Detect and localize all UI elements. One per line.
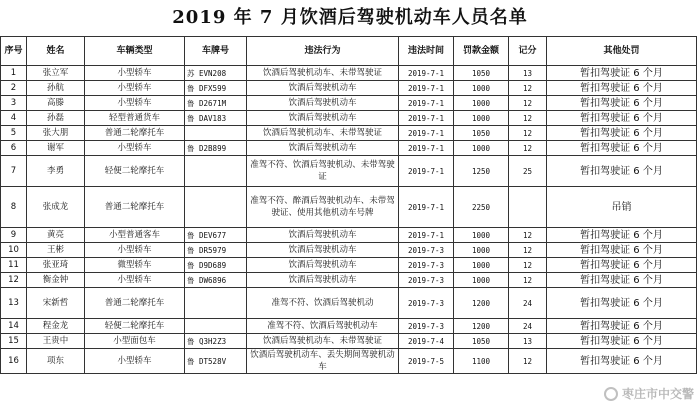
cell-seq: 11 bbox=[1, 258, 27, 273]
cell-name: 谢军 bbox=[27, 141, 85, 156]
cell-vehicle-type: 小型轿车 bbox=[85, 349, 185, 374]
cell-other: 暂扣驾驶证 6 个月 bbox=[547, 228, 697, 243]
cell-date: 2019-7-3 bbox=[399, 288, 454, 319]
header-name: 姓名 bbox=[27, 37, 85, 66]
cell-name: 孙航 bbox=[27, 81, 85, 96]
cell-seq: 15 bbox=[1, 334, 27, 349]
cell-other: 暂扣驾驶证 6 个月 bbox=[547, 288, 697, 319]
cell-other: 暂扣驾驶证 6 个月 bbox=[547, 319, 697, 334]
cell-fine: 1050 bbox=[454, 126, 509, 141]
watermark-text: 枣庄市中交警 bbox=[621, 387, 694, 401]
cell-other: 暂扣驾驶证 6 个月 bbox=[547, 111, 697, 126]
cell-seq: 8 bbox=[1, 187, 27, 228]
cell-violation: 饮酒后驾驶机动车、未带驾驶证 bbox=[247, 334, 399, 349]
cell-fine: 1100 bbox=[454, 349, 509, 374]
cell-vehicle-type: 小型轿车 bbox=[85, 81, 185, 96]
cell-vehicle-type: 小型轿车 bbox=[85, 141, 185, 156]
cell-violation: 饮酒后驾驶机动车 bbox=[247, 81, 399, 96]
cell-points: 12 bbox=[509, 111, 547, 126]
cell-plate: 鲁 D2671M bbox=[185, 96, 247, 111]
cell-date: 2019-7-3 bbox=[399, 319, 454, 334]
cell-points: 25 bbox=[509, 156, 547, 187]
header-violation: 违法行为 bbox=[247, 37, 399, 66]
cell-fine: 1000 bbox=[454, 243, 509, 258]
cell-seq: 16 bbox=[1, 349, 27, 374]
cell-name: 黄亮 bbox=[27, 228, 85, 243]
cell-date: 2019-7-1 bbox=[399, 81, 454, 96]
cell-other: 暂扣驾驶证 6 个月 bbox=[547, 273, 697, 288]
cell-name: 衡金钟 bbox=[27, 273, 85, 288]
cell-violation: 饮酒后驾驶机动车、未带驾驶证 bbox=[247, 126, 399, 141]
cell-name: 王彬 bbox=[27, 243, 85, 258]
table-row bbox=[1, 126, 697, 141]
cell-points: 12 bbox=[509, 258, 547, 273]
cell-seq: 5 bbox=[1, 126, 27, 141]
cell-other: 暂扣驾驶证 6 个月 bbox=[547, 156, 697, 187]
cell-other: 暂扣驾驶证 6 个月 bbox=[547, 66, 697, 81]
cell-fine: 1000 bbox=[454, 228, 509, 243]
cell-name: 项东 bbox=[27, 349, 85, 374]
cell-other: 暂扣驾驶证 6 个月 bbox=[547, 349, 697, 374]
cell-points: 13 bbox=[509, 334, 547, 349]
cell-other: 暂扣驾驶证 6 个月 bbox=[547, 141, 697, 156]
header-fine: 罚款金额 bbox=[454, 37, 509, 66]
cell-seq: 3 bbox=[1, 96, 27, 111]
cell-seq: 13 bbox=[1, 288, 27, 319]
cell-seq: 1 bbox=[1, 66, 27, 81]
cell-vehicle-type: 普通二轮摩托车 bbox=[85, 187, 185, 228]
cell-date: 2019-7-3 bbox=[399, 273, 454, 288]
cell-violation: 饮酒后驾驶机动车 bbox=[247, 228, 399, 243]
cell-vehicle-type: 轻便二轮摩托车 bbox=[85, 156, 185, 187]
cell-vehicle-type: 轻便二轮摩托车 bbox=[85, 319, 185, 334]
cell-fine: 1000 bbox=[454, 96, 509, 111]
cell-date: 2019-7-1 bbox=[399, 228, 454, 243]
cell-points: 12 bbox=[509, 141, 547, 156]
cell-vehicle-type: 小型轿车 bbox=[85, 66, 185, 81]
cell-fine: 2250 bbox=[454, 187, 509, 228]
cell-date: 2019-7-5 bbox=[399, 349, 454, 374]
cell-fine: 1050 bbox=[454, 334, 509, 349]
cell-points: 24 bbox=[509, 288, 547, 319]
cell-seq: 6 bbox=[1, 141, 27, 156]
cell-violation: 准驾不符、醉酒后驾驶机动车、未带驾驶证、使用其他机动车号牌 bbox=[247, 187, 399, 228]
cell-points bbox=[509, 187, 547, 228]
header-plate: 车牌号 bbox=[185, 37, 247, 66]
table-row bbox=[1, 258, 697, 273]
offender-table bbox=[0, 36, 697, 374]
cell-vehicle-type: 小型面包车 bbox=[85, 334, 185, 349]
table-row bbox=[1, 228, 697, 243]
header-other: 其他处罚 bbox=[547, 37, 697, 66]
cell-name: 孙磊 bbox=[27, 111, 85, 126]
cell-points: 12 bbox=[509, 243, 547, 258]
table-row bbox=[1, 66, 697, 81]
cell-fine: 1250 bbox=[454, 156, 509, 187]
watermark bbox=[604, 385, 694, 402]
cell-violation: 饮酒后驾驶机动车 bbox=[247, 96, 399, 111]
cell-other: 暂扣驾驶证 6 个月 bbox=[547, 243, 697, 258]
cell-plate: 鲁 DEV677 bbox=[185, 228, 247, 243]
cell-violation: 饮酒后驾驶机动车 bbox=[247, 243, 399, 258]
cell-other: 暂扣驾驶证 6 个月 bbox=[547, 126, 697, 141]
cell-fine: 1000 bbox=[454, 273, 509, 288]
cell-points: 13 bbox=[509, 66, 547, 81]
cell-date: 2019-7-1 bbox=[399, 126, 454, 141]
cell-violation: 饮酒后驾驶机动车 bbox=[247, 273, 399, 288]
cell-name: 高滕 bbox=[27, 96, 85, 111]
cell-points: 12 bbox=[509, 126, 547, 141]
cell-date: 2019-7-1 bbox=[399, 156, 454, 187]
cell-date: 2019-7-1 bbox=[399, 66, 454, 81]
header-points: 记分 bbox=[509, 37, 547, 66]
table-row bbox=[1, 111, 697, 126]
table-row bbox=[1, 141, 697, 156]
cell-plate: 鲁 D2B899 bbox=[185, 141, 247, 156]
cell-date: 2019-7-3 bbox=[399, 243, 454, 258]
page-title: 2019 年 7 月饮酒后驾驶机动车人员名单 bbox=[172, 7, 528, 28]
cell-violation: 饮酒后驾驶机动车 bbox=[247, 258, 399, 273]
cell-seq: 12 bbox=[1, 273, 27, 288]
table-row bbox=[1, 288, 697, 319]
cell-violation: 准驾不符、饮酒后驾驶机动 bbox=[247, 288, 399, 319]
cell-vehicle-type: 小型轿车 bbox=[85, 273, 185, 288]
cell-date: 2019-7-4 bbox=[399, 334, 454, 349]
cell-violation: 饮酒后驾驶机动车 bbox=[247, 141, 399, 156]
cell-seq: 14 bbox=[1, 319, 27, 334]
table-row bbox=[1, 243, 697, 258]
cell-plate bbox=[185, 319, 247, 334]
cell-fine: 1200 bbox=[454, 319, 509, 334]
cell-fine: 1000 bbox=[454, 258, 509, 273]
table-row bbox=[1, 349, 697, 374]
cell-seq: 10 bbox=[1, 243, 27, 258]
cell-plate bbox=[185, 288, 247, 319]
cell-points: 12 bbox=[509, 273, 547, 288]
cell-date: 2019-7-1 bbox=[399, 141, 454, 156]
cell-other: 暂扣驾驶证 6 个月 bbox=[547, 334, 697, 349]
cell-name: 程金龙 bbox=[27, 319, 85, 334]
table-row bbox=[1, 81, 697, 96]
cell-plate: 鲁 DW6896 bbox=[185, 273, 247, 288]
cell-fine: 1000 bbox=[454, 111, 509, 126]
cell-name: 张立军 bbox=[27, 66, 85, 81]
cell-vehicle-type: 小型普通客车 bbox=[85, 228, 185, 243]
cell-plate: 鲁 DFX599 bbox=[185, 81, 247, 96]
cell-name: 张成龙 bbox=[27, 187, 85, 228]
cell-fine: 1200 bbox=[454, 288, 509, 319]
header-date: 违法时间 bbox=[399, 37, 454, 66]
cell-plate bbox=[185, 156, 247, 187]
cell-vehicle-type: 轻型普通货车 bbox=[85, 111, 185, 126]
cell-violation: 饮酒后驾驶机动车、未带驾驶证 bbox=[247, 66, 399, 81]
table-header-row bbox=[1, 37, 697, 66]
cell-points: 24 bbox=[509, 319, 547, 334]
cell-fine: 1000 bbox=[454, 141, 509, 156]
cell-other: 暂扣驾驶证 6 个月 bbox=[547, 96, 697, 111]
table-row bbox=[1, 273, 697, 288]
cell-plate: 鲁 DAV183 bbox=[185, 111, 247, 126]
cell-seq: 7 bbox=[1, 156, 27, 187]
cell-date: 2019-7-1 bbox=[399, 187, 454, 228]
cell-plate: 鲁 Q3H2Z3 bbox=[185, 334, 247, 349]
cell-points: 12 bbox=[509, 349, 547, 374]
table-row bbox=[1, 96, 697, 111]
cell-name: 张大朋 bbox=[27, 126, 85, 141]
cell-seq: 2 bbox=[1, 81, 27, 96]
cell-name: 李勇 bbox=[27, 156, 85, 187]
cell-fine: 1050 bbox=[454, 66, 509, 81]
cell-date: 2019-7-1 bbox=[399, 96, 454, 111]
cell-name: 王贵中 bbox=[27, 334, 85, 349]
cell-other: 暂扣驾驶证 6 个月 bbox=[547, 81, 697, 96]
cell-violation: 饮酒后驾驶机动车 bbox=[247, 111, 399, 126]
cell-plate bbox=[185, 187, 247, 228]
cell-other: 吊销 bbox=[547, 187, 697, 228]
cell-seq: 4 bbox=[1, 111, 27, 126]
wechat-icon bbox=[604, 387, 618, 401]
cell-other: 暂扣驾驶证 6 个月 bbox=[547, 258, 697, 273]
table-row bbox=[1, 156, 697, 187]
cell-name: 张亚琦 bbox=[27, 258, 85, 273]
cell-date: 2019-7-1 bbox=[399, 111, 454, 126]
cell-violation: 饮酒后驾驶机动车、丢失期间驾驶机动车 bbox=[247, 349, 399, 374]
cell-points: 12 bbox=[509, 228, 547, 243]
cell-vehicle-type: 普通二轮摩托车 bbox=[85, 288, 185, 319]
cell-seq: 9 bbox=[1, 228, 27, 243]
cell-vehicle-type: 微型轿车 bbox=[85, 258, 185, 273]
cell-plate: 苏 EVN208 bbox=[185, 66, 247, 81]
cell-date: 2019-7-3 bbox=[399, 258, 454, 273]
cell-points: 12 bbox=[509, 81, 547, 96]
cell-vehicle-type: 小型轿车 bbox=[85, 243, 185, 258]
cell-plate bbox=[185, 126, 247, 141]
table-row bbox=[1, 187, 697, 228]
cell-plate: 鲁 D9D689 bbox=[185, 258, 247, 273]
cell-violation: 准驾不符、饮酒后驾驶机动车 bbox=[247, 319, 399, 334]
cell-fine: 1000 bbox=[454, 81, 509, 96]
cell-name: 宋新哲 bbox=[27, 288, 85, 319]
table-row bbox=[1, 334, 697, 349]
cell-violation: 准驾不符、饮酒后驾驶机动、未带驾驶证 bbox=[247, 156, 399, 187]
header-vehicle-type: 车辆类型 bbox=[85, 37, 185, 66]
cell-vehicle-type: 普通二轮摩托车 bbox=[85, 126, 185, 141]
cell-plate: 鲁 DR5979 bbox=[185, 243, 247, 258]
table-row bbox=[1, 319, 697, 334]
cell-plate: 鲁 DT528V bbox=[185, 349, 247, 374]
cell-points: 12 bbox=[509, 96, 547, 111]
cell-vehicle-type: 小型轿车 bbox=[85, 96, 185, 111]
header-seq: 序号 bbox=[1, 37, 27, 66]
